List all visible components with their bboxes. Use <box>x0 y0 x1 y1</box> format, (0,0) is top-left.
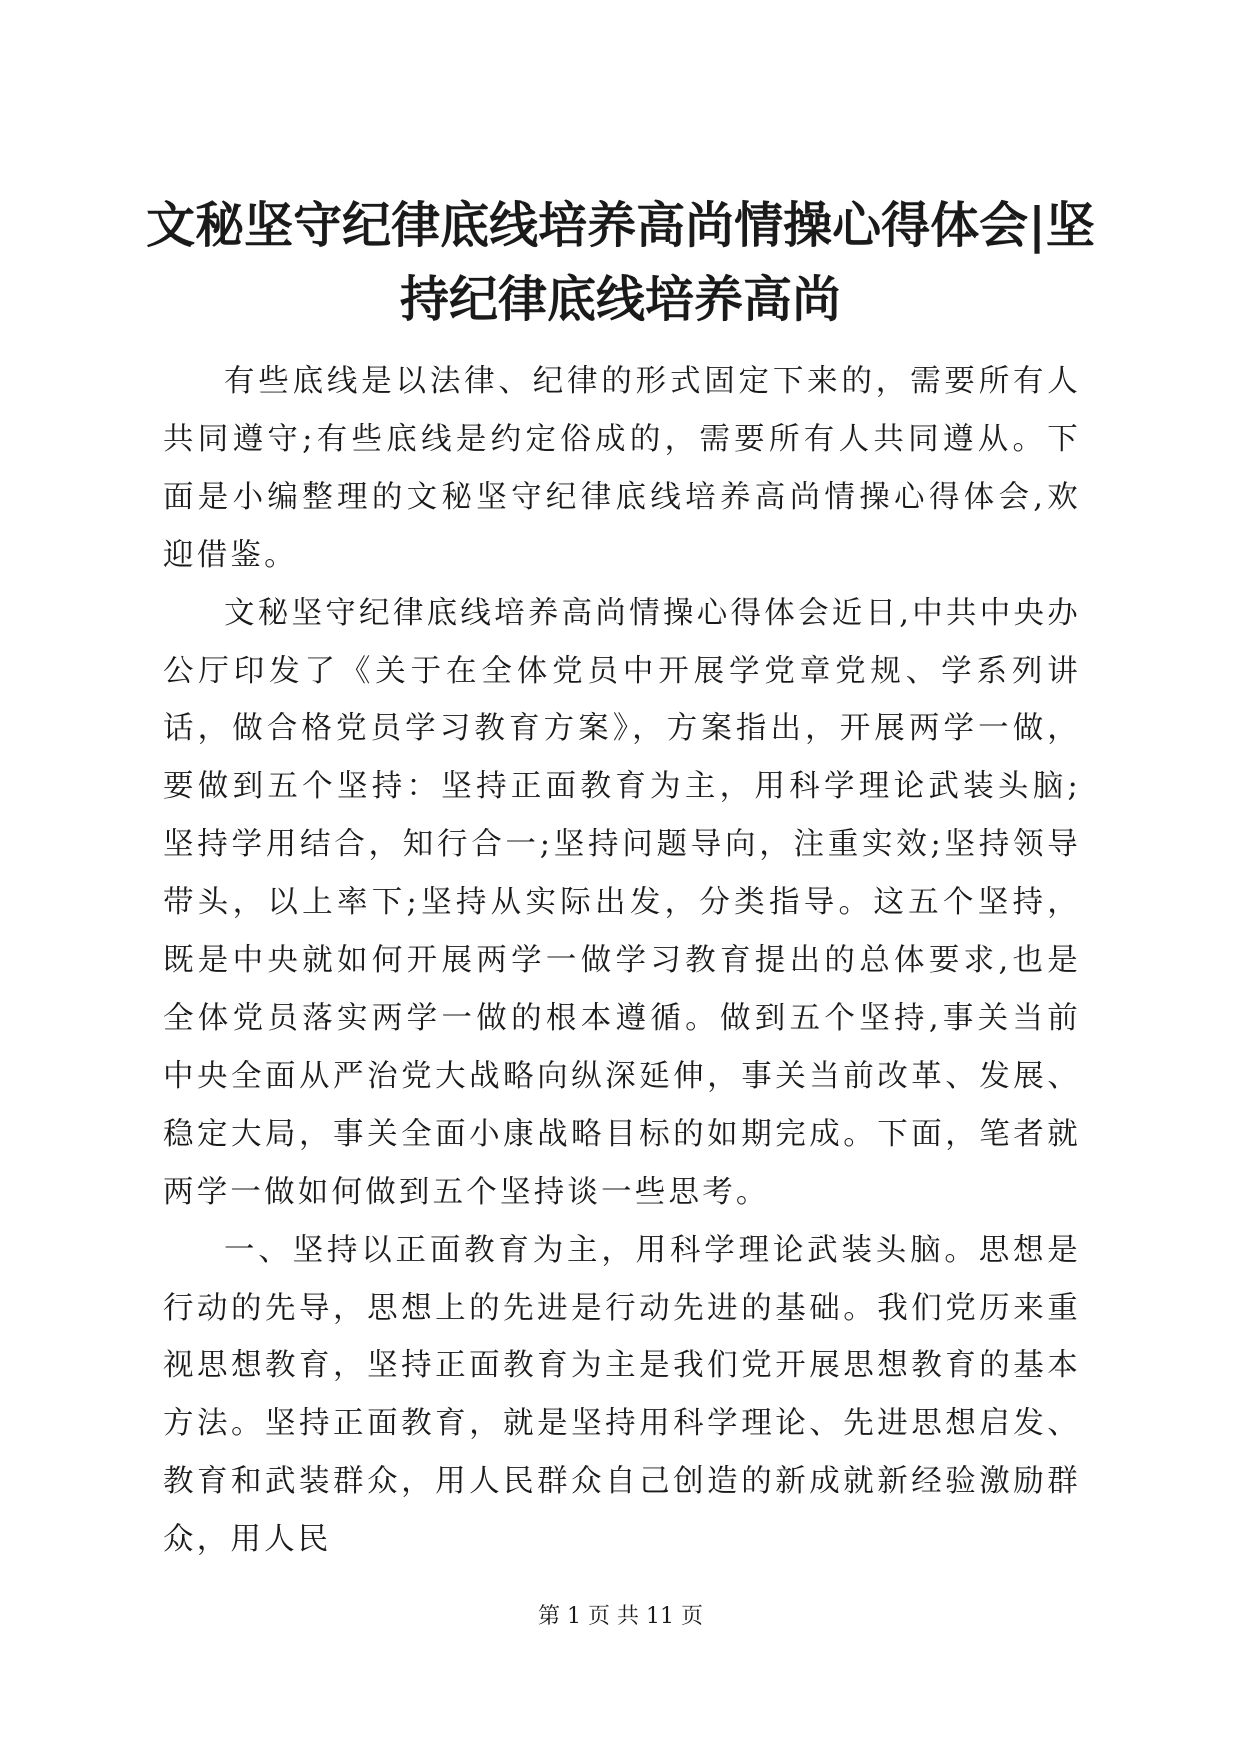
paragraph-main: 文秘坚守纪律底线培养高尚情操心得体会近日,中共中央办公厅印发了《关于在全体党员中开展学党章党规、学系列讲话，做合格党员学习教育方案》，方案指出，开展两学一做，要做到五个坚持：坚持正面教育为主，用科学理论武装头脑;坚持学用结合，知行合一;坚持问题导向，注重实效;坚持领导带头，以上率下;坚持从实际出发，分类指导。这五个坚持，既是中央就如何开展两学一做学习教育提出的总体要求,也是全体党员落实两学一做的根本遵循。做到五个坚持,事关当前中央全面从严治党大战略向纵深延伸，事关当前改革、发展、稳定大局，事关全面小康战略目标的如期完成。下面，笔者就两学一做如何做到五个坚持谈一些思考。 <box>163 595 1081 1210</box>
title-line-1: 文秘坚守纪律底线培养高尚情操心得体会|坚 <box>146 196 1095 254</box>
document-body <box>163 353 1081 1569</box>
title-line-2: 持纪律底线培养高尚 <box>399 270 841 328</box>
document-title <box>140 188 1101 336</box>
page-footer: 第 1 页 共 11 页 <box>538 1604 703 1629</box>
paragraph-section-one: 一、坚持以正面教育为主，用科学理论武装头脑。思想是行动的先导，思想上的先进是行动先进的基础。我们党历来重视思想教育，坚持正面教育为主是我们党开展思想教育的基本方法。坚持正面教育，就是坚持用科学理论、先进思想启发、教育和武装群众，用人民群众自己创造的新成就新经验激励群众，用人民 <box>163 1232 1081 1558</box>
paragraph-intro: 有些底线是以法律、纪律的形式固定下来的，需要所有人共同遵守;有些底线是约定俗成的，需要所有人共同遵从。下面是小编整理的文秘坚守纪律底线培养高尚情操心得体会,欢迎借鉴。 <box>163 364 1081 573</box>
